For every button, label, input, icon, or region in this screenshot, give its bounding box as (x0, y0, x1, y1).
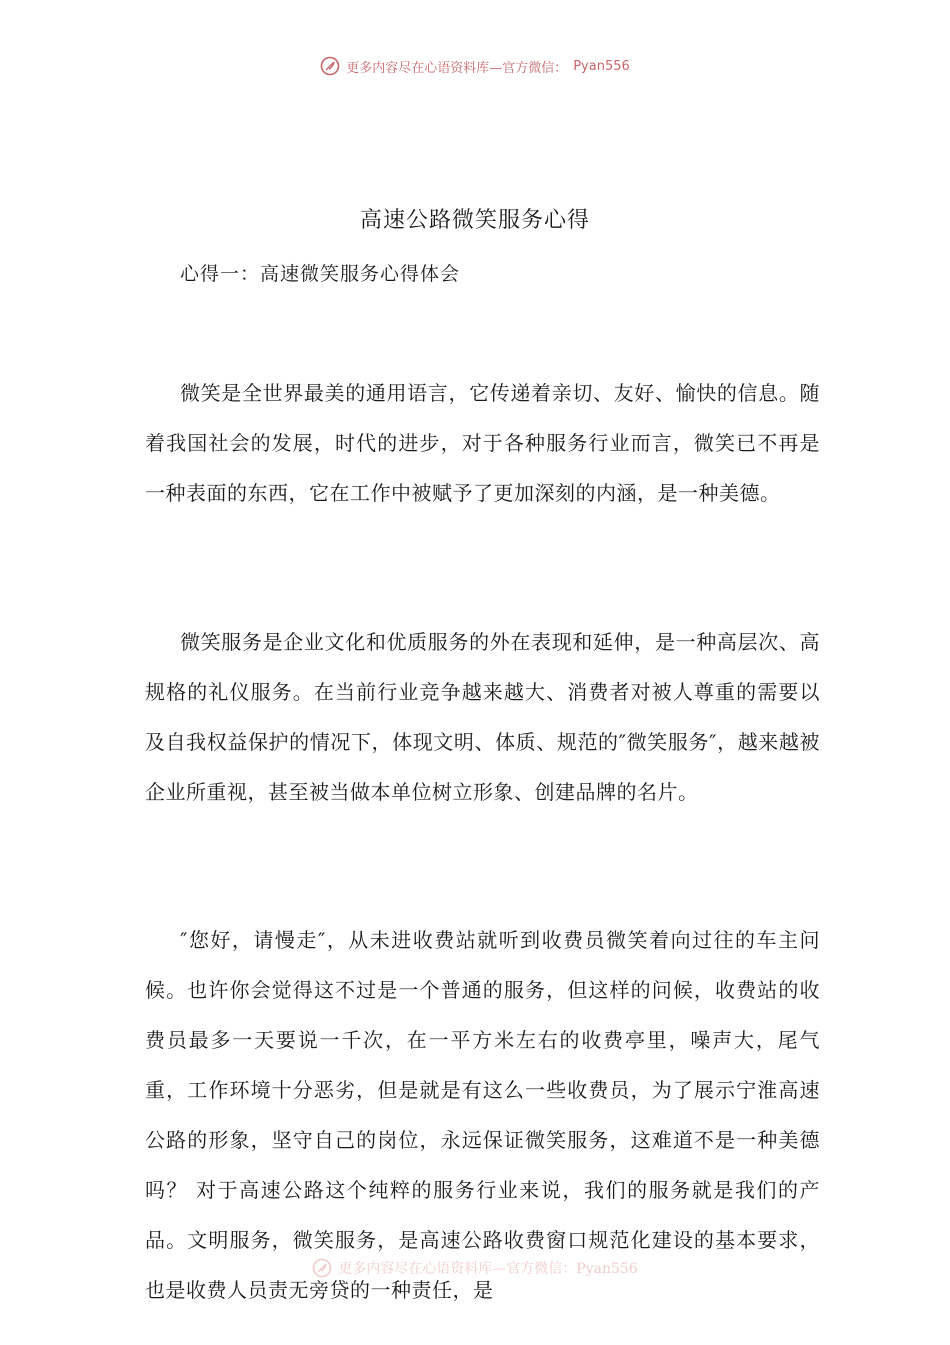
footer-watermark-text: 更多内容尽在心语资料库—官方微信：Pyan556 (338, 1261, 638, 1277)
quill-logo-icon (320, 56, 340, 76)
paragraph: 微笑是全世界最美的通用语言，它传递着亲切、友好、愉快的信息。随着我国社会的发展，时代的进步，对于各种服务行业而言，微笑已不再是一种表面的东西，它在工作中被赋予了更加深刻的内涵，是一种美德。 (145, 381, 820, 505)
document-subtitle: 心得一：高速微笑服务心得体会 (180, 263, 461, 285)
paragraph: ″您好，请慢走″，从未进收费站就听到收费员微笑着向过往的车主问候。也许你会觉得这不过是一个普通的服务，但这样的问候，收费站的收费员最多一天要说一千次，在一平方米左右的收费亭里，噪声大，尾气重，工作环境十分恶劣，但是就是有这么一些收费员，为了展示宁淮高速公路的形象，坚守自己的岗位，永远保证微笑服务，这难道不是一种美德吗？ 对于高速公路这个纯粹的服务行业来说，我们的服务就是我们的产品。文明服务，微笑服务，是高速公路收费窗口规范化建设的基本要求，也是收费人员责无旁贷的一种责任，是 (145, 928, 820, 1302)
document-title: 高速公路微笑服务心得 (359, 208, 590, 233)
wechat-id: Pyan556 (573, 58, 630, 74)
paragraph: 微笑服务是企业文化和优质服务的外在表现和延伸，是一种高层次、高规格的礼仪服务。在当前行业竞争越来越大、消费者对被人尊重的需要以及自我权益保护的情况下，体现文明、体质、规范的″微笑服务″，越来越被企业所重视，甚至被当做本单位树立形象、创建品牌的名片。 (145, 630, 820, 804)
header-watermark (0, 56, 950, 76)
watermark-text: 更多内容尽在心语资料库—官方微信： (346, 60, 568, 76)
